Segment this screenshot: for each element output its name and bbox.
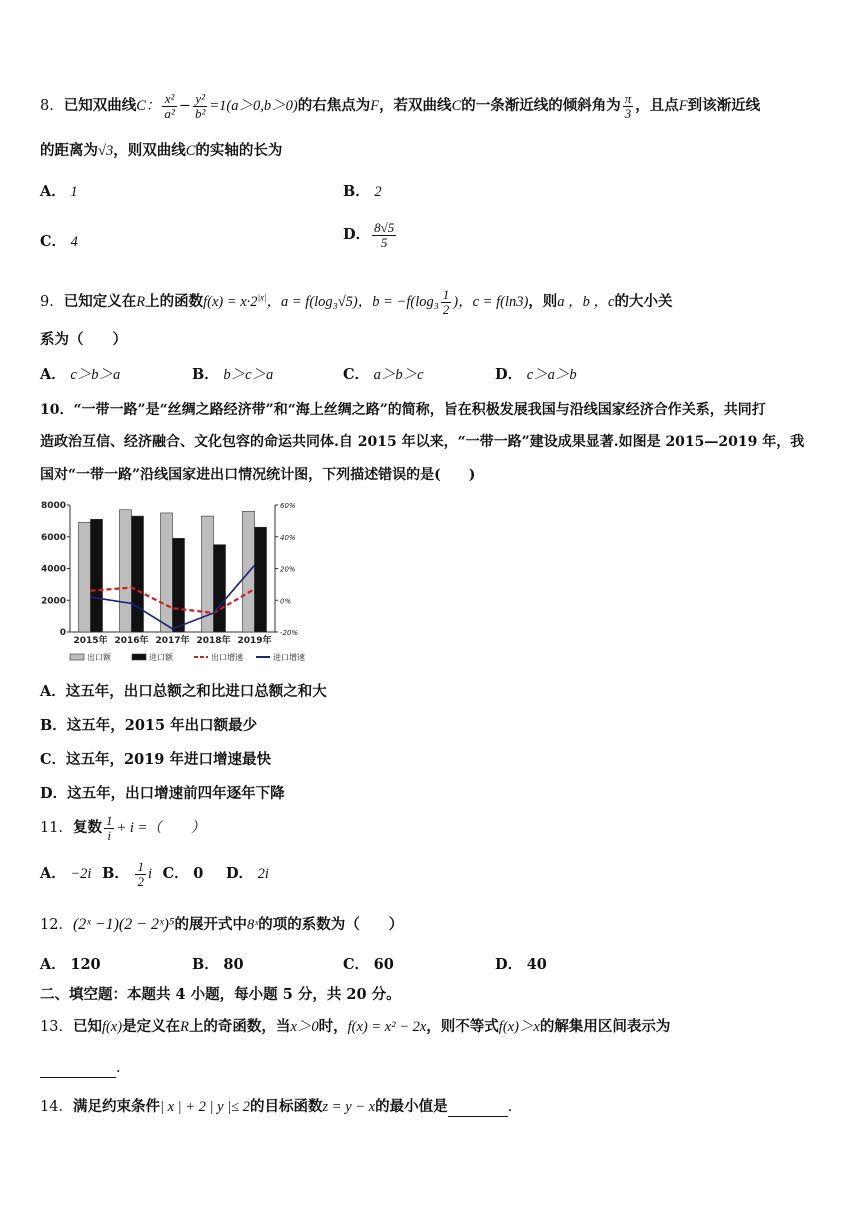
y-tick-label-right: 0% — [280, 597, 292, 606]
q8-line1: 8．已知双曲线C： $\frac{\text{x²}}{\text{a²}}$ − $\frac{\text{y²}}{\text{b²}}$ =1(a＞0,b＞0)的右焦点为F，若双曲线C的一条渐近线的倾斜角为 $\frac{\pi}{3}$ ，且点F到该渐近线 — [40, 91, 761, 121]
q9-number: 9． — [40, 294, 64, 311]
q13-line: 13．已知f(x)是定义在R上的奇函数，当x＞0时，f(x) = x² − 2x，则不等式f(x)＞x的解集用区间表示为 — [40, 1018, 671, 1035]
bar-import — [91, 519, 103, 632]
y-tick-label-right: 40% — [280, 533, 296, 542]
bar-import — [214, 545, 226, 632]
q11-number: 11． — [40, 820, 73, 837]
trade-chart — [40, 495, 340, 670]
y-tick-label-right: 20% — [280, 565, 296, 574]
q9-option-d[interactable]: D． c＞a＞b — [495, 366, 577, 383]
x-tick-label: 2018年 — [196, 636, 231, 646]
q10-option-b[interactable]: B．这五年，2015 年出口额最少 — [40, 717, 258, 734]
y-tick-label-left: 0 — [59, 628, 66, 638]
legend-swatch — [70, 654, 84, 660]
q13-number: 13． — [40, 1019, 73, 1035]
section-heading-fill-blank: 二、填空题：本题共 4 小题，每小题 5 分，共 20 分。 — [40, 986, 401, 1003]
bar-import — [255, 527, 267, 632]
bar-import — [173, 538, 185, 632]
q8-option-d[interactable]: D． $\frac{8√5}{5}$ — [343, 220, 395, 250]
y-tick-label-right: -20% — [280, 629, 299, 637]
y-tick-label-left: 8000 — [40, 501, 66, 511]
y-tick-label-left: 4000 — [40, 564, 66, 575]
x-tick-label: 2017年 — [155, 636, 190, 646]
q12-option-c[interactable]: C． 60 — [343, 956, 394, 973]
q8-number: 8． — [40, 98, 64, 115]
q8-option-b[interactable]: B． 2 — [343, 183, 382, 200]
legend-label: 出口额 — [87, 653, 111, 662]
bar-import — [132, 516, 144, 632]
q11-option-d[interactable]: D． 2i — [225, 865, 269, 883]
q9-line1: 9．已知定义在R上的函数$f(x) = x\cdot 2^{|x|}$，a = f(log₃√5)，b = −f(log₃ $\frac{1}{2}$ )，c = f(ln3)，则a ，b ，c的大小关 — [40, 287, 673, 317]
q9-option-b[interactable]: B． b＞c＞a — [192, 366, 274, 383]
q11-options — [40, 860, 269, 888]
q12-number: 12． — [40, 917, 73, 933]
q14-answer-blank[interactable] — [448, 1099, 508, 1117]
q9-option-a[interactable]: A． c＞b＞a — [40, 366, 121, 383]
q10-option-a[interactable]: A．这五年，出口总额之和比进口总额之和大 — [40, 683, 327, 700]
x-tick-label: 2019年 — [237, 636, 272, 646]
q10-option-d[interactable]: D．这五年，出口增速前四年逐年下降 — [40, 785, 285, 802]
x-tick-label: 2016年 — [114, 636, 149, 646]
q11-option-a[interactable]: A． −2i — [40, 865, 92, 883]
bar-export — [161, 513, 173, 632]
q12-line: 12．(2ˣ −1)(2 − 2ˣ)⁵的展开式中8ˣ的项的系数为（ ） — [40, 916, 404, 933]
q10-line2: 造政治互信、经济融合、文化包容的命运共同体.自 2015 年以来，“一带一路”建设成果显著.如图是 2015—2019 年，我 — [40, 434, 805, 450]
bar-export — [120, 510, 132, 632]
q8-line2: 的距离为√3，则双曲线C的实轴的长为 — [40, 142, 283, 159]
q8-option-c[interactable]: C． 4 — [40, 233, 78, 250]
q10-option-c[interactable]: C．这五年，2019 年进口增速最快 — [40, 751, 271, 768]
q13-answer-blank[interactable]: . — [40, 1060, 121, 1078]
q11-option-b[interactable]: B． $\frac{1}{2}$ i — [102, 859, 152, 889]
legend-swatch — [132, 654, 146, 660]
q10-line1: 10．“一带一路”是“丝绸之路经济带”和“海上丝绸之路”的简称，旨在积极发展我国与沿线国家经济合作关系，共同打 — [40, 402, 766, 418]
q11-line: 11．复数 $\frac{1}{i}$ + i =（ ） — [40, 813, 206, 843]
q10-line3: 国对“一带一路”沿线国家进出口情况统计图，下列描述错误的是( ) — [40, 467, 476, 483]
q14-number: 14． — [40, 1099, 73, 1115]
y-tick-label-left: 2000 — [40, 596, 66, 607]
legend-label: 进口额 — [149, 653, 173, 662]
q8-option-a[interactable]: A． 1 — [40, 183, 78, 200]
q14-line: 14．满足约束条件| x | + 2 | y |≤ 2的目标函数z = y − x的最小值是 . — [40, 1098, 512, 1117]
q12-option-b[interactable]: B． 80 — [192, 956, 244, 973]
q11-option-c[interactable]: C． 0 — [162, 865, 204, 883]
q9-line2: 系为（ ） — [40, 331, 127, 348]
bar-export — [79, 522, 91, 632]
y-tick-label-left: 6000 — [40, 532, 66, 543]
legend-label: 进口增速 — [273, 653, 305, 662]
legend-label: 出口增速 — [211, 653, 243, 662]
x-tick-label: 2015年 — [73, 636, 108, 646]
q12-option-a[interactable]: A． 120 — [40, 956, 101, 973]
q9-option-c[interactable]: C． a＞b＞c — [343, 366, 424, 383]
y-tick-label-right: 60% — [280, 502, 296, 510]
q12-option-d[interactable]: D． 40 — [495, 956, 547, 973]
